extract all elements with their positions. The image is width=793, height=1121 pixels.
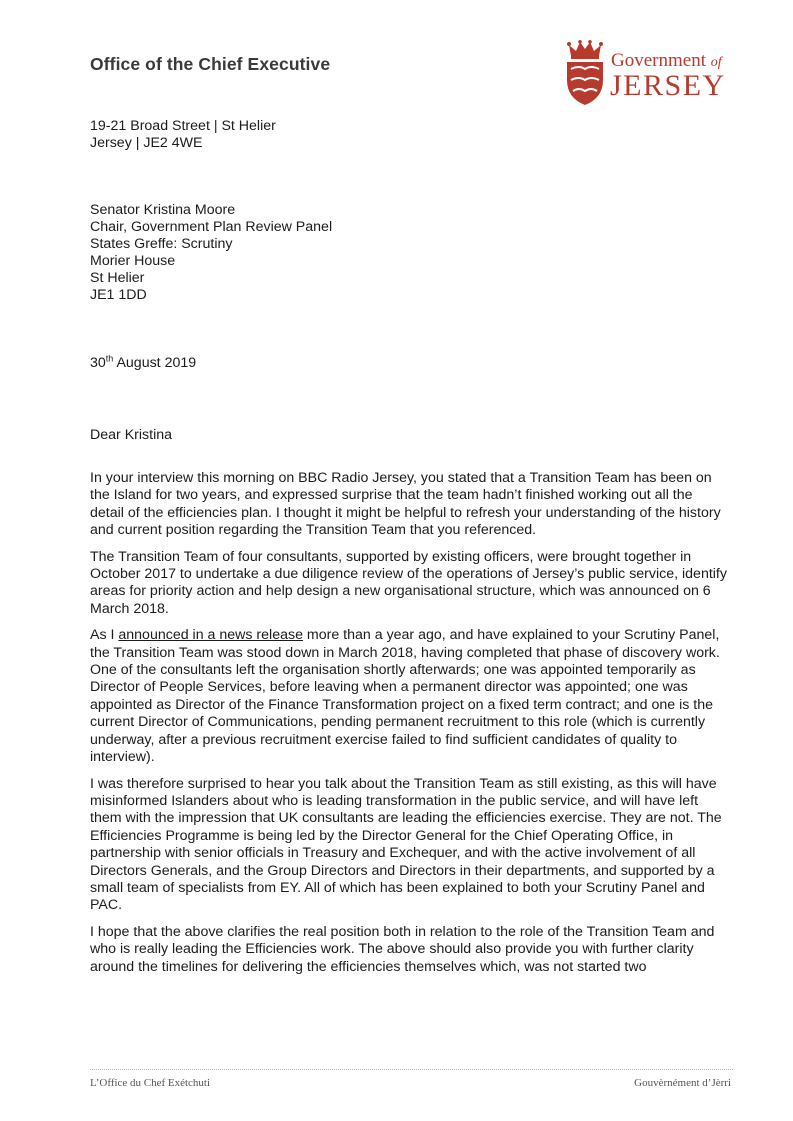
jersey-crest-icon — [563, 40, 607, 106]
address-line: St Helier — [90, 270, 145, 286]
footer-government-name: Gouvèrnément d’Jèrri — [634, 1077, 731, 1089]
address-line: Senator Kristina Moore — [90, 202, 236, 218]
address-line: 19-21 Broad Street | St Helier — [90, 118, 276, 134]
government-of-jersey-logo — [563, 40, 738, 108]
footer-office-name: L’Office du Chef Exétchuti — [90, 1077, 211, 1089]
logo-wordmark-line2: JERSEY — [610, 69, 726, 102]
page-title: Office of the Chief Executive — [90, 54, 331, 74]
salutation: Dear Kristina — [90, 427, 173, 443]
news-release-link[interactable]: announced in a news release — [118, 627, 303, 644]
address-line: Morier House — [90, 253, 176, 269]
letter-body — [90, 470, 730, 985]
address-line: States Greffe: Scrutiny — [90, 236, 233, 252]
body-paragraph: As I announced in a news release more than a year ago, and have explained to your Scrutiny Panel, the Transition Team was stood down in March 2018, having completed that phase of discovery work. One of the consultants left the organisation shortly afterwards; one was appointed temporarily as Director of People Services, before leaving when a permanent director was appointed; one was appointed as Director of the Finance Transformation project on a fixed term contract; and one is the current Director of Communications, pending permanent recruitment to this role (which is currently underway, after a previous recruitment exercise failed to find sufficient candidates of quality to interview). — [90, 627, 720, 766]
body-paragraph: I was therefore surprised to hear you talk about the Transition Team as still existing, as this will have misinformed Islanders about who is leading transformation in the public service, and will have left them with the impression that UK consultants are leading the efficiencies exercise. They are not. The Efficiencies Programme is being led by the Director General for the Chief Operating Office, in partnership with senior officials in Treasury and Exchequer, and with the active involvement of all Directors Generals, and the Group Directors and Directors in their departments, and supported by a small team of specialists from EY. All of which has been explained to both your Scrutiny Panel and PAC. — [90, 775, 722, 914]
body-paragraph: The Transition Team of four consultants, supported by existing officers, were brought together in October 2017 to undertake a due diligence review of the operations of Jersey’s public service, identify areas for priority action and help design a new organisational structure, which was announced on 6 March 2018. — [90, 548, 727, 617]
logo-wordmark-line1: Government of — [611, 50, 722, 71]
body-paragraph: I hope that the above clarifies the real position both in relation to the role of the Transition Team and who is really leading the Efficiencies work. The above should also provide you with further clarity around the timelines for delivering the efficiencies themselves which, was not started two — [90, 923, 715, 975]
footer-divider — [90, 1069, 733, 1070]
address-line: Jersey | JE2 4WE — [90, 135, 203, 151]
address-line: JE1 1DD — [90, 287, 147, 303]
body-paragraph: In your interview this morning on BBC Radio Jersey, you stated that a Transition Team has been on the Island for two years, and expressed surprise that the team hadn’t finished working out all the detail of the efficiencies plan. I thought it might be helpful to refresh your understanding of the history and current position regarding the Transition Team that you referenced. — [90, 470, 721, 539]
letter-date: 30th August 2019 — [90, 353, 197, 371]
recipient-address — [90, 202, 332, 304]
address-line: Chair, Government Plan Review Panel — [90, 219, 333, 235]
sender-address — [90, 118, 276, 152]
